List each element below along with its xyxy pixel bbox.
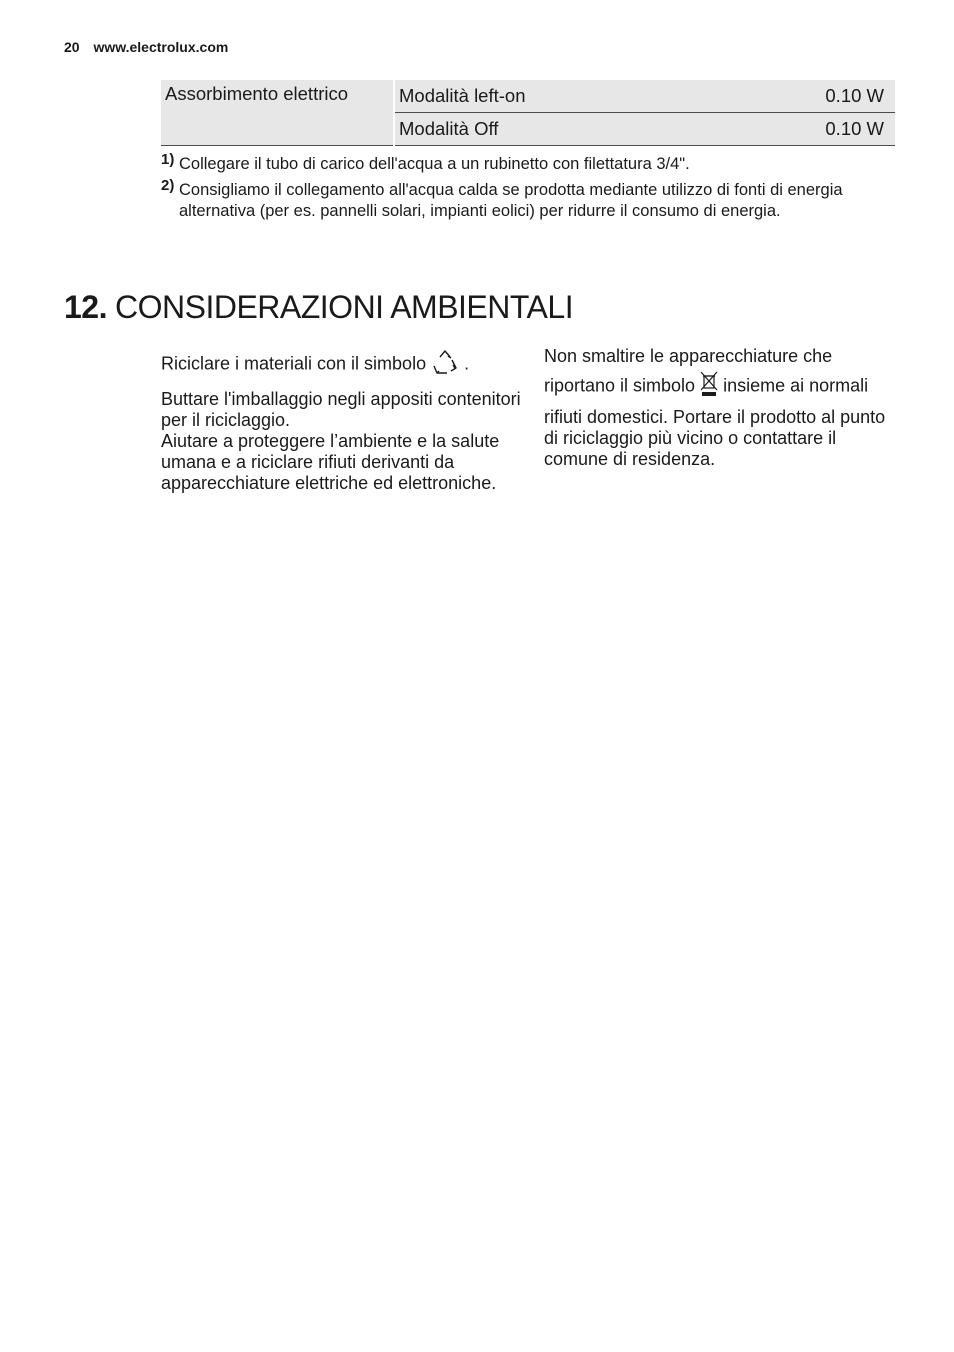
right-column bbox=[544, 346, 896, 470]
footnote-number: 1) bbox=[161, 151, 175, 168]
environment-text: Aiutare a proteggere l’ambiente e la salute umana e a riciclare rifiuti derivanti da apparecchiature elettriche ed elettroniche. bbox=[161, 431, 500, 493]
recycle-paragraph bbox=[161, 349, 521, 380]
table-value-cell: 0.10 W bbox=[722, 80, 895, 113]
section-title: CONSIDERAZIONI AMBIENTALI bbox=[114, 289, 574, 325]
table-value-cell: 0.10 W bbox=[722, 113, 895, 146]
footnote-number: 2) bbox=[161, 177, 175, 194]
disposal-text: insieme ai normali bbox=[723, 375, 869, 396]
left-column bbox=[161, 349, 521, 494]
footnote bbox=[161, 177, 901, 222]
page-header bbox=[64, 39, 228, 55]
recycle-icon bbox=[431, 349, 459, 380]
footnote-text: Collegare il tubo di carico dell'acqua a un rubinetto con filettatura 3/4". bbox=[179, 155, 690, 173]
table-mode-cell: Modalità Off bbox=[394, 113, 722, 146]
section-number: 12. bbox=[64, 289, 107, 325]
crossed-out-bin-icon bbox=[700, 371, 718, 402]
section-heading bbox=[64, 289, 573, 326]
recycle-text: Riciclare i materiali con il simbolo bbox=[161, 353, 427, 374]
disposal-line1: Non smaltire le apparecchiature che bbox=[544, 346, 833, 366]
table-row bbox=[161, 80, 895, 113]
footnote-text: Consigliamo il collegamento all'acqua calda se prodotta mediante utilizzo di fonti di energia alternativa (per es. pannelli solari, impianti eolici) per ridurre il consumo di energia. bbox=[179, 181, 843, 220]
site-url: www.electrolux.com bbox=[93, 39, 229, 55]
footnote bbox=[161, 151, 901, 175]
recycle-text-end: . bbox=[464, 353, 470, 374]
disposal-text: riportano il simbolo bbox=[544, 375, 696, 396]
table-mode-cell: Modalità left-on bbox=[394, 80, 722, 113]
page-number: 20 bbox=[64, 39, 80, 55]
disposal-line2 bbox=[544, 371, 896, 402]
power-consumption-table bbox=[161, 80, 895, 146]
disposal-rest: rifiuti domestici. Portare il prodotto al punto di riciclaggio più vicino o contattare il comune di residenza. bbox=[544, 407, 886, 469]
packaging-text: Buttare l'imballaggio negli appositi contenitori per il riciclaggio. bbox=[161, 389, 521, 430]
table-label-cell: Assorbimento elettrico bbox=[161, 80, 394, 146]
